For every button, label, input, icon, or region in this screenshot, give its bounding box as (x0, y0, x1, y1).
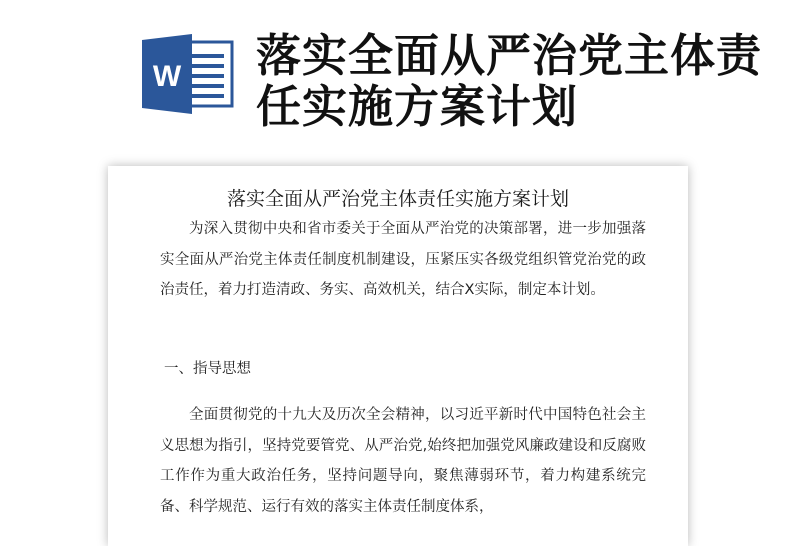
word-logo-letter: W (152, 60, 182, 93)
section-heading: 一、指导思想 (164, 361, 251, 377)
banner-title: 落实全面从严治党主体责任实施方案计划 (256, 29, 763, 133)
paragraph-guiding-ideology: 全面贯彻党的十九大及历次全会精神，以习近平新时代中国特色社会主义思想为指引，坚持党要管党、从严治党,始终把加强党风廉政建设和反腐败工作作为重大政治任务，坚持问题导向，聚焦薄弱环节，着力构建系统完备、科学规范、运行有效的落实主体责任制度体系， (160, 407, 646, 515)
document-page (112, 168, 684, 538)
banner (0, 0, 800, 150)
paragraph-intro: 为深入贯彻中央和省市委关于全面从严治党的决策部署，进一步加强落实全面从严治党主体责任制度机制建设，压紧压实各级党组织管党治党的政治责任，着力打造清政、务实、高效机关，结合X实际，制定本计划。 (160, 221, 646, 298)
document-title: 落实全面从严治党主体责任实施方案计划 (226, 188, 569, 210)
word-document-icon (142, 34, 234, 114)
